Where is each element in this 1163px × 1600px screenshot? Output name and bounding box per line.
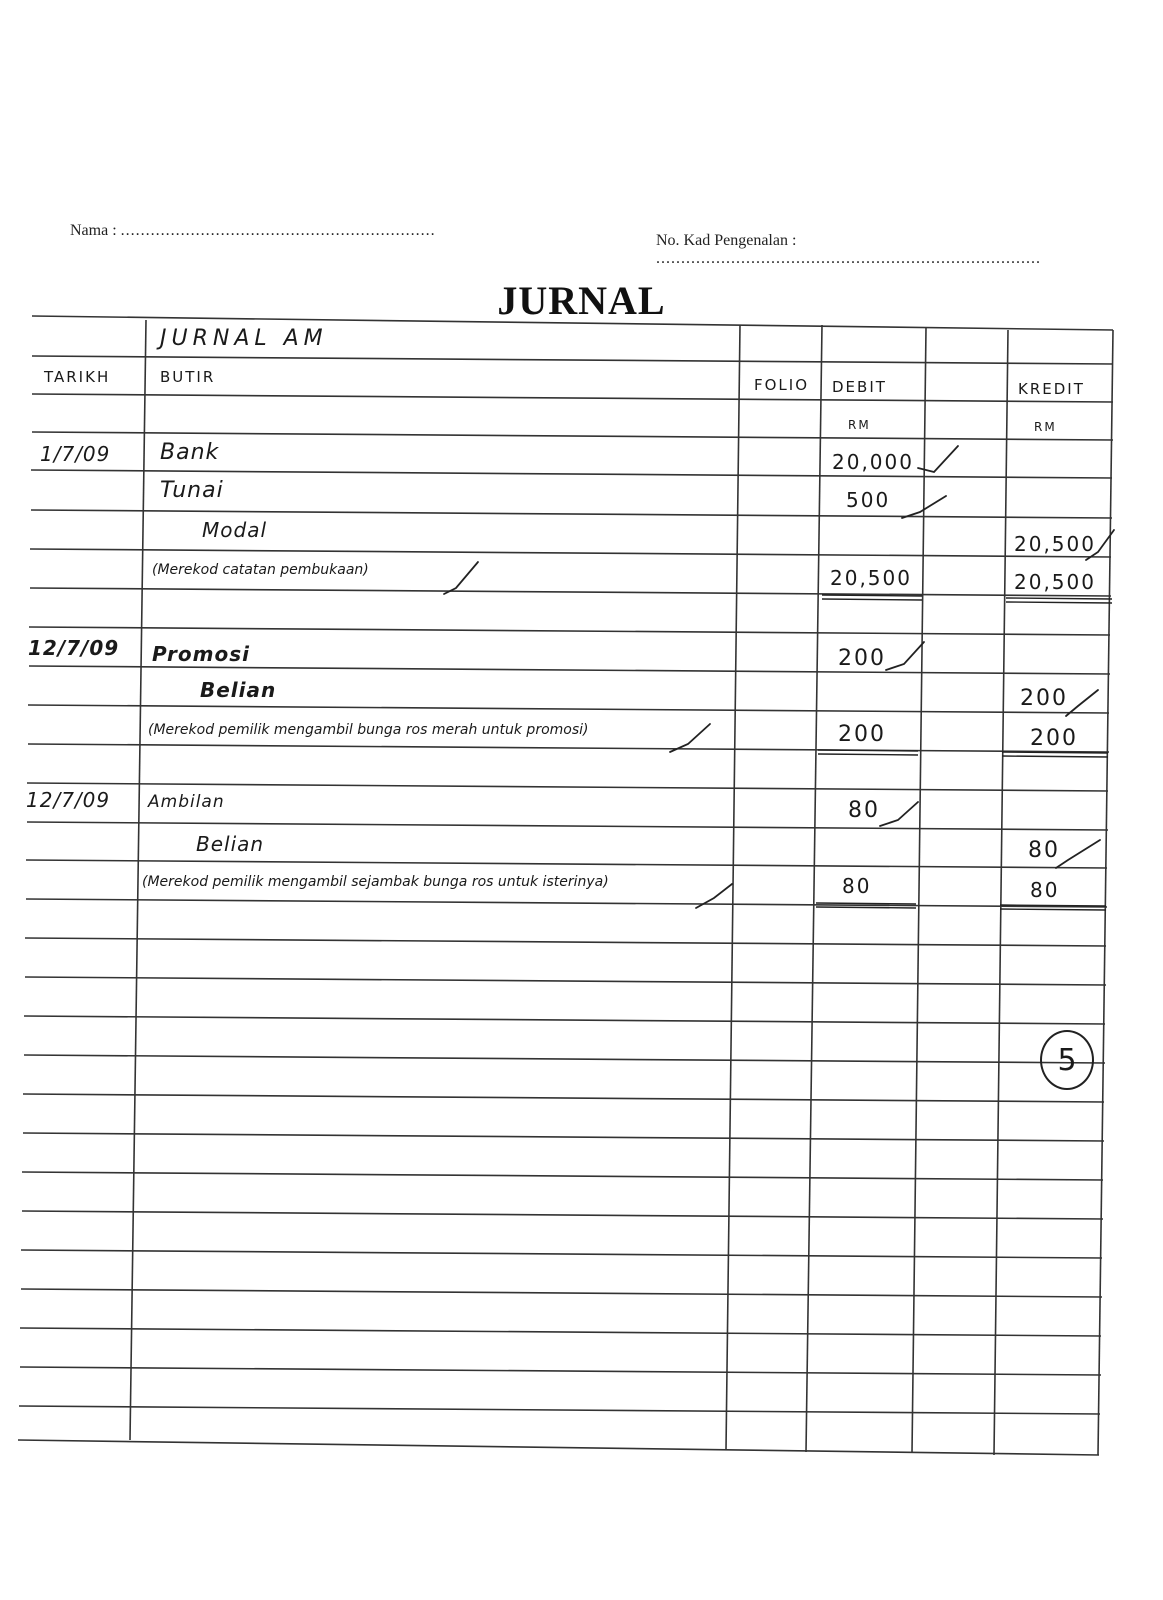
column-rule-spare bbox=[994, 330, 1008, 1455]
debit-total-underline bbox=[818, 750, 918, 751]
entry-credit: 200 bbox=[1020, 686, 1068, 711]
row-rule bbox=[28, 705, 1109, 713]
row-rule bbox=[19, 1406, 1100, 1414]
entry-credit: 20,500 bbox=[1014, 532, 1096, 556]
entry-total-credit: 200 bbox=[1030, 726, 1078, 751]
debit-total-underline bbox=[822, 595, 922, 596]
entry-total-debit: 200 bbox=[838, 722, 886, 747]
credit-total-underline bbox=[1000, 909, 1106, 910]
tick-mark-icon bbox=[1056, 840, 1100, 868]
credit-total-underline bbox=[1002, 752, 1108, 753]
column-header-credit: KREDIT bbox=[1018, 380, 1085, 398]
tick-mark-icon bbox=[444, 562, 478, 594]
row-rule bbox=[26, 860, 1107, 868]
column-header-debit: DEBIT bbox=[832, 378, 887, 396]
row-rule bbox=[32, 394, 1113, 402]
entry-credit: 80 bbox=[1028, 838, 1060, 863]
row-rule bbox=[25, 977, 1106, 985]
debit-total-underline bbox=[816, 903, 916, 904]
entry-account: Ambilan bbox=[148, 792, 225, 812]
name-label: Nama : bbox=[70, 222, 117, 239]
entry-account: Belian bbox=[196, 832, 265, 856]
row-rule bbox=[22, 1172, 1103, 1180]
row-rule bbox=[26, 899, 1107, 907]
debit-total-underline bbox=[822, 599, 922, 600]
entry-account: Bank bbox=[160, 440, 220, 465]
ic-dots: ............................................................................. bbox=[656, 250, 1041, 267]
entry-debit: 20,000 bbox=[832, 450, 914, 474]
row-rule bbox=[30, 588, 1111, 596]
row-rule bbox=[29, 666, 1110, 674]
ic-label: No. Kad Pengenalan : bbox=[656, 232, 797, 249]
credit-total-underline bbox=[1002, 756, 1108, 757]
row-rule bbox=[31, 470, 1112, 478]
credit-total-underline bbox=[1006, 602, 1112, 603]
column-rule-credit bbox=[1098, 330, 1113, 1455]
journal-heading: JURNAL AM bbox=[160, 326, 328, 351]
row-rule bbox=[20, 1328, 1101, 1336]
row-rule bbox=[21, 1250, 1102, 1258]
tick-mark-icon bbox=[670, 724, 710, 752]
entry-date: 12/7/09 bbox=[28, 636, 120, 660]
entry-account: Modal bbox=[202, 518, 267, 542]
row-rule bbox=[21, 1289, 1102, 1297]
column-rule-folio bbox=[806, 325, 822, 1452]
entry-total-debit: 20,500 bbox=[830, 566, 912, 590]
tick-mark-icon bbox=[880, 802, 918, 826]
credit-total-underline bbox=[1000, 905, 1106, 906]
column-header-particulars: BUTIR bbox=[160, 368, 216, 386]
page-title: JURNAL bbox=[497, 278, 666, 323]
row-rule bbox=[20, 1367, 1101, 1375]
row-rule bbox=[23, 1133, 1104, 1141]
row-rule bbox=[25, 938, 1106, 946]
entry-debit: 500 bbox=[846, 488, 891, 512]
debit-total-underline bbox=[816, 907, 916, 908]
row-rule bbox=[24, 1016, 1105, 1024]
credit-total-underline bbox=[1006, 598, 1112, 599]
table-bottom-rule bbox=[18, 1440, 1099, 1455]
column-rule-debit bbox=[912, 328, 926, 1453]
debit-currency: RM bbox=[848, 418, 871, 432]
row-rule bbox=[24, 1055, 1105, 1063]
name-dots: ............................................................... bbox=[120, 222, 436, 239]
entry-account: Promosi bbox=[152, 642, 250, 666]
row-rule bbox=[28, 744, 1109, 752]
row-rule bbox=[23, 1094, 1104, 1102]
row-rule bbox=[31, 510, 1112, 518]
entry-date: 12/7/09 bbox=[26, 788, 111, 812]
column-header-folio: FOLIO bbox=[754, 376, 810, 394]
column-header-date: TARIKH bbox=[44, 368, 111, 386]
debit-total-underline bbox=[818, 754, 918, 755]
entry-date: 1/7/09 bbox=[40, 442, 111, 466]
tick-mark-icon bbox=[886, 642, 924, 670]
entry-debit: 80 bbox=[848, 798, 880, 823]
entry-total-credit: 80 bbox=[1030, 878, 1060, 902]
entry-narration: (Merekod pemilik mengambil bunga ros merah untuk promosi) bbox=[148, 722, 589, 738]
entry-narration: (Merekod pemilik mengambil sejambak bunga ros untuk isterinya) bbox=[142, 874, 609, 890]
credit-currency: RM bbox=[1034, 420, 1057, 434]
row-rule bbox=[27, 822, 1108, 830]
entry-account: Tunai bbox=[160, 478, 224, 503]
entry-total-debit: 80 bbox=[842, 874, 872, 898]
row-rule bbox=[27, 783, 1108, 791]
row-rule bbox=[32, 432, 1113, 440]
row-rule bbox=[29, 627, 1110, 635]
entry-debit: 200 bbox=[838, 646, 886, 671]
entry-account: Belian bbox=[200, 678, 277, 702]
entry-narration: (Merekod catatan pembukaan) bbox=[152, 562, 369, 578]
score-mark: 5 bbox=[1040, 1030, 1094, 1090]
entry-total-credit: 20,500 bbox=[1014, 570, 1096, 594]
row-rule bbox=[30, 549, 1111, 557]
row-rule bbox=[22, 1211, 1103, 1219]
row-rule bbox=[32, 356, 1113, 364]
